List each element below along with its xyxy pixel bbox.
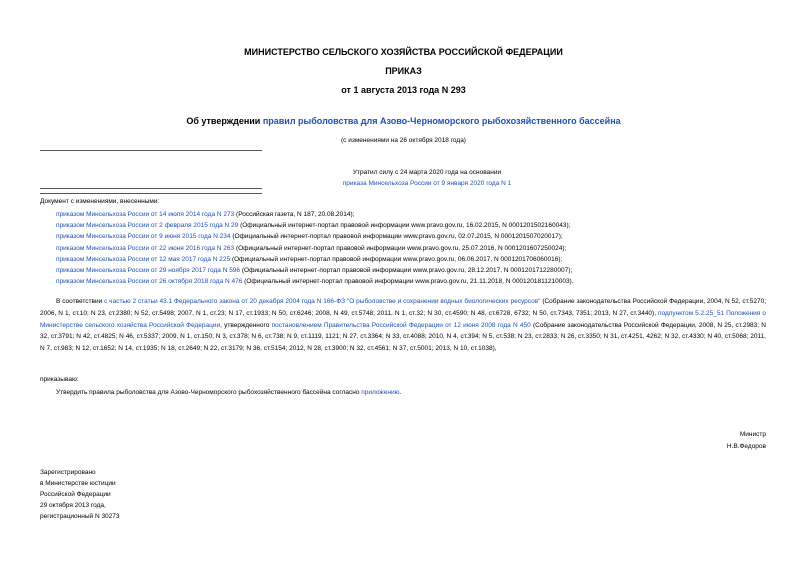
amendment-link[interactable]: приказом Минсельхоза России от 26 октября 2018 года N 476 xyxy=(56,278,243,286)
amendment-item xyxy=(56,254,574,265)
amendment-link[interactable]: приказом Минсельхоза России от 14 июля 2014 года N 273 xyxy=(56,211,235,218)
amendment-link[interactable]: приказом Минсельхоза России от 9 июня 2015 года N 234 xyxy=(56,233,231,241)
title-rules-link[interactable]: правил рыболовства для Азово-Черноморского рыбохозяйственного бассейна xyxy=(262,116,621,126)
amendment-item xyxy=(56,265,574,276)
preamble-text: , утвержденного xyxy=(220,321,272,329)
approve-text: Утвердить правила рыболовства для Азово-Черноморского рыбохозяйственного бассейна согласно xyxy=(56,389,362,396)
preamble-text: (Собрание законодательства Российской Федерации, 2008, N 25, ст.2983; N 32, ст.3791; N 42, ст.4825; N 46, ст.5337; 2009, N 1, ст.150; N 3, ст.378; N 6, ст.738; N 9, ст.1119, 1121; N 27, ст.3364; N 33, ст.4088; 2010, N 4, ст.394; N 5, ст.538; N 23, ст.2833; N 26, ст.3350; N 31, ст.4251, 4262; N 32, ст.4330; N 40, ст.5068; 2011, N 7, ст.983; N 12, ст.1652; N 14, ст.1935; N 18, ст.2649; N 22, ст.3179; N 36, ст.5154; 2012, N 28, ст.3900; N 32, ст.4561; N 37, ст.5001; 2013, N 10, ст.1038), xyxy=(40,321,766,353)
amendment-item xyxy=(56,220,574,231)
preamble-text: В соответствии xyxy=(56,298,105,305)
amendment-source: (Официальный интернет-портал правовой информации www.pravo.gov.ru, 02.07.2015, N 0001201507020017); xyxy=(230,233,563,241)
order-word: приказываю: xyxy=(40,376,79,383)
registration-line: 29 октября 2013 года, xyxy=(40,502,106,509)
signer-name: Н.В.Федоров xyxy=(726,442,766,450)
amendment-link[interactable]: приказом Минсельхоза России от 22 июня 2016 года N 263 xyxy=(56,244,235,252)
preamble-text: (Собрание законодательства Российской Федерации, 2004, N 52, ст.5270; 2006, N 1, ст.10; N 23, ст.2380; N 52, ст.5498; 2007, N 1, ст.23; N 17, ст.1933; N 50, ст.6246; 2008, N 49, ст.5748; 2011, N 1, ст.32; N 30, ст.4590; N 48, ст.6728, 6732; N 50, ст.7343, 7351; 2013, N 27, ст.3440), xyxy=(40,298,767,317)
registration-block xyxy=(40,467,120,522)
federal-law-link[interactable]: с частью 2 статьи 43.1 Федерального закона от 20 декабря 2004 года N 166-ФЗ "О рыболовстве и сохранении водных биологических ресурсов" xyxy=(104,298,541,305)
date-number-heading: от 1 августа 2013 года N 293 xyxy=(341,85,466,95)
divider-line xyxy=(40,193,262,194)
doc-type-heading: ПРИКАЗ xyxy=(385,66,422,76)
amendment-item xyxy=(56,231,574,242)
amendment-link[interactable]: приказом Минсельхоза России от 12 мая 2017 года N 225 xyxy=(56,255,231,263)
amendment-note: (с изменениями на 26 октября 2018 года) xyxy=(341,137,466,144)
amendment-item xyxy=(56,243,574,254)
signature-block xyxy=(727,429,766,452)
government-decree-link[interactable]: постановлением Правительства Российской Федерации от 12 июня 2008 года N 450 xyxy=(271,321,531,329)
amendment-source: (Официальный интернет-портал правовой информации www.pravo.gov.ru, 06.06.2017, N 0001201706060016); xyxy=(230,255,563,263)
amendment-source: (Официальный интернет-портал правовой информации www.pravo.gov.ru, 25.07.2016, N 0001201607250024); xyxy=(234,244,567,252)
lost-force-text: Утратил силу с 24 марта 2020 года на основании xyxy=(352,169,502,176)
amendment-link[interactable]: приказом Минсельхоза России от 2 февраля 2015 года N 29 xyxy=(56,222,239,230)
amendment-item xyxy=(56,276,574,287)
regulation-subclause-link[interactable]: подпунктом 5.2.25_51 Положения о Министерстве сельского хозяйства Российской Федерации xyxy=(40,309,766,329)
amendment-link[interactable]: приказом Минсельхоза России от 29 ноября 2017 года N 596 xyxy=(56,267,241,275)
registration-line: регистрационный N 30273 xyxy=(40,513,120,520)
approve-end: . xyxy=(399,389,402,396)
amendments-label: Документ с изменениями, внесенными: xyxy=(40,198,160,205)
ministry-heading: МИНИСТЕРСТВО СЕЛЬСКОГО ХОЗЯЙСТВА РОССИЙСКОЙ ФЕДЕРАЦИИ xyxy=(244,47,563,57)
amendment-source: (Официальный интернет-портал правовой информации www.pravo.gov.ru, 21.11.2018, N 0001201811210003). xyxy=(242,278,574,286)
divider-line xyxy=(40,150,262,151)
amendment-source: (Официальный интернет-портал правовой информации www.pravo.gov.ru, 16.02.2015, N 0001201502160043); xyxy=(238,222,571,230)
approve-clause xyxy=(56,389,401,396)
lost-force-link-line xyxy=(262,178,592,189)
divider-line xyxy=(40,188,262,189)
lost-force-link[interactable]: приказа Минсельхоза России от 9 января 2020 года N 1 xyxy=(342,180,512,187)
document-title xyxy=(0,116,807,126)
preamble-paragraph xyxy=(40,296,766,355)
appendix-link[interactable]: приложению xyxy=(361,389,400,396)
amendment-item xyxy=(56,209,574,220)
title-prefix: Об утверждении xyxy=(186,116,263,126)
amendment-source: (Российская газета, N 187, 20.08.2014); xyxy=(234,211,355,218)
registration-line: в Министерстве юстиции xyxy=(40,480,116,487)
registration-line: Российской Федерации xyxy=(40,491,111,498)
amendments-list xyxy=(56,209,574,287)
signer-position: Министр xyxy=(739,431,766,438)
registration-line: Зарегистрировано xyxy=(40,469,96,476)
amendment-source: (Официальный интернет-портал правовой информации www.pravo.gov.ru, 28.12.2017, N 0001201712280007); xyxy=(240,267,573,275)
